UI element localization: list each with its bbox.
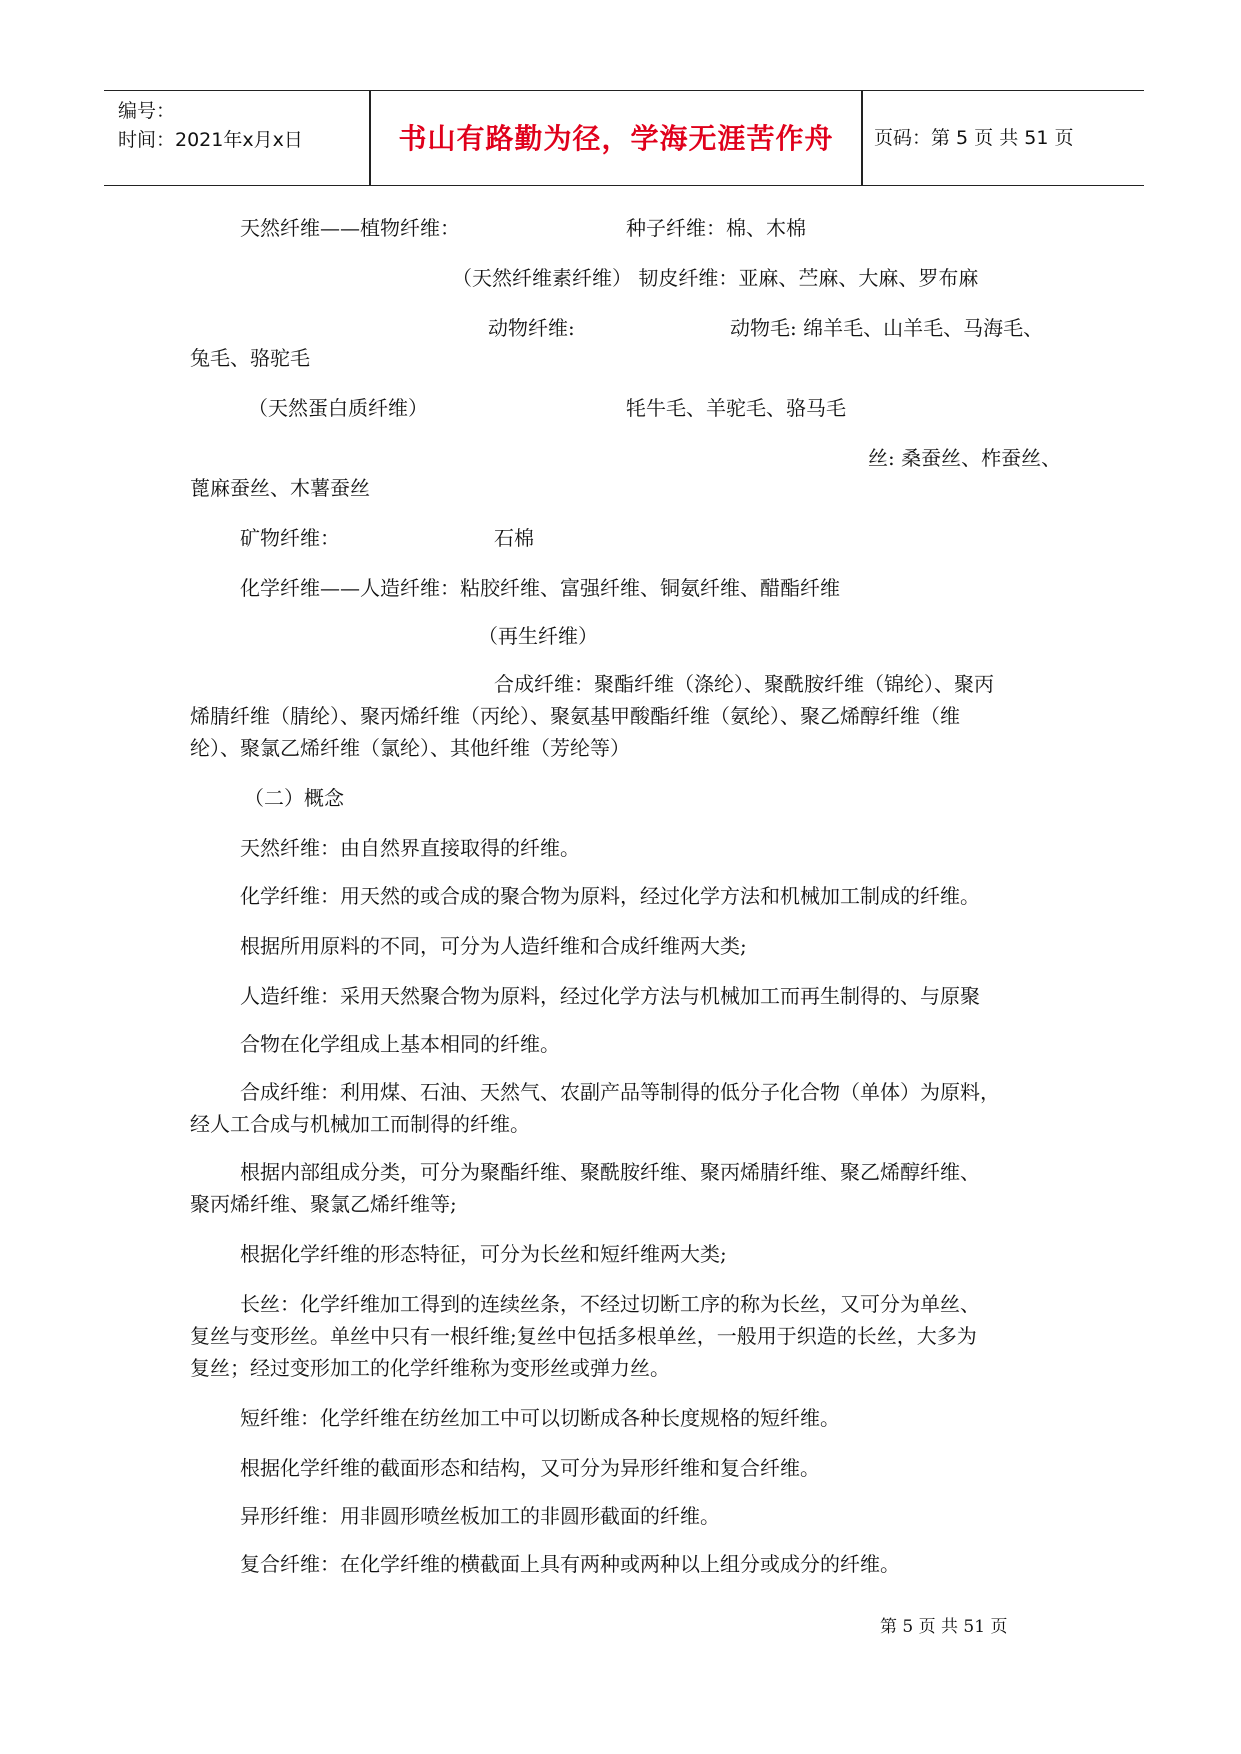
body-line: 天然纤维——植物纤维： — [240, 216, 460, 240]
body-line: （天然纤维素纤维） 韧皮纤维：亚麻、苎麻、大麻、罗布麻 — [452, 266, 979, 290]
body-line: 复丝与变形丝。单丝中只有一根纤维;复丝中包括多根单丝，一般用于织造的长丝，大多为 — [190, 1324, 977, 1348]
body-line: 石棉 — [494, 526, 534, 550]
body-line: 种子纤维：棉、木棉 — [626, 216, 806, 240]
body-line: 矿物纤维： — [240, 526, 340, 550]
body-line: 蓖麻蚕丝、木薯蚕丝 — [190, 476, 370, 500]
header-left-block — [118, 97, 368, 155]
body-line: （天然蛋白质纤维） — [248, 396, 428, 420]
body-line: 化学纤维：用天然的或合成的聚合物为原料，经过化学方法和机械加工制成的纤维。 — [240, 884, 980, 908]
header-page-number: 页码：第 5 页 共 51 页 — [874, 127, 1074, 149]
body-line: 纶）、聚氯乙烯纤维（氯纶）、其他纤维（芳纶等） — [190, 736, 630, 760]
body-line: 经人工合成与机械加工而制得的纤维。 — [190, 1112, 530, 1136]
document-number-label: 编号： — [118, 100, 176, 122]
body-line: 人造纤维：采用天然聚合物为原料，经过化学方法与机械加工而再生制得的、与原聚 — [240, 984, 980, 1008]
body-line: 合物在化学组成上基本相同的纤维。 — [240, 1032, 560, 1056]
body-line: 合成纤维：聚酯纤维（涤纶）、聚酰胺纤维（锦纶）、聚丙 — [494, 672, 994, 696]
body-line: 根据化学纤维的截面形态和结构，又可分为异形纤维和复合纤维。 — [240, 1456, 820, 1480]
body-line: 天然纤维：由自然界直接取得的纤维。 — [240, 836, 580, 860]
body-line: 复丝；经过变形加工的化学纤维称为变形丝或弹力丝。 — [190, 1356, 670, 1380]
body-line: 根据内部组成分类，可分为聚酯纤维、聚酰胺纤维、聚丙烯腈纤维、聚乙烯醇纤维、 — [240, 1160, 980, 1184]
body-line: 烯腈纤维（腈纶）、聚丙烯纤维（丙纶）、聚氨基甲酸酯纤维（氨纶）、聚乙烯醇纤维（维 — [190, 704, 960, 728]
body-line: 根据所用原料的不同，可分为人造纤维和合成纤维两大类; — [240, 934, 747, 958]
document-time-label: 时间：2021年x月x日 — [118, 129, 303, 151]
body-line: （再生纤维） — [478, 624, 598, 648]
header-motto: 书山有路勤为径，学海无涯苦作舟 — [398, 122, 834, 155]
body-line: 兔毛、骆驼毛 — [190, 346, 310, 370]
body-line: 丝: 桑蚕丝、柞蚕丝、 — [868, 446, 1062, 470]
body-line: 聚丙烯纤维、聚氯乙烯纤维等; — [190, 1192, 457, 1216]
page-header — [104, 90, 1144, 186]
body-line: 化学纤维——人造纤维：粘胶纤维、富强纤维、铜氨纤维、醋酯纤维 — [240, 576, 840, 600]
body-line: 合成纤维：利用煤、石油、天然气、农副产品等制得的低分子化合物（单体）为原料， — [240, 1080, 1000, 1104]
body-line: 异形纤维：用非圆形喷丝板加工的非圆形截面的纤维。 — [240, 1504, 720, 1528]
body-line: 长丝：化学纤维加工得到的连续丝条，不经过切断工序的称为长丝，又可分为单丝、 — [240, 1292, 980, 1316]
body-line: 牦牛毛、羊驼毛、骆马毛 — [626, 396, 846, 420]
header-divider — [861, 91, 863, 185]
section-heading: （二）概念 — [244, 786, 344, 810]
page-footer: 第 5 页 共 51 页 — [880, 1617, 1008, 1637]
body-line: 动物毛: 绵羊毛、山羊毛、马海毛、 — [730, 316, 1044, 340]
body-line: 短纤维：化学纤维在纺丝加工中可以切断成各种长度规格的短纤维。 — [240, 1406, 840, 1430]
body-line: 复合纤维：在化学纤维的横截面上具有两种或两种以上组分或成分的纤维。 — [240, 1552, 900, 1576]
body-line: 动物纤维: — [488, 316, 575, 340]
body-line: 根据化学纤维的形态特征，可分为长丝和短纤维两大类; — [240, 1242, 727, 1266]
